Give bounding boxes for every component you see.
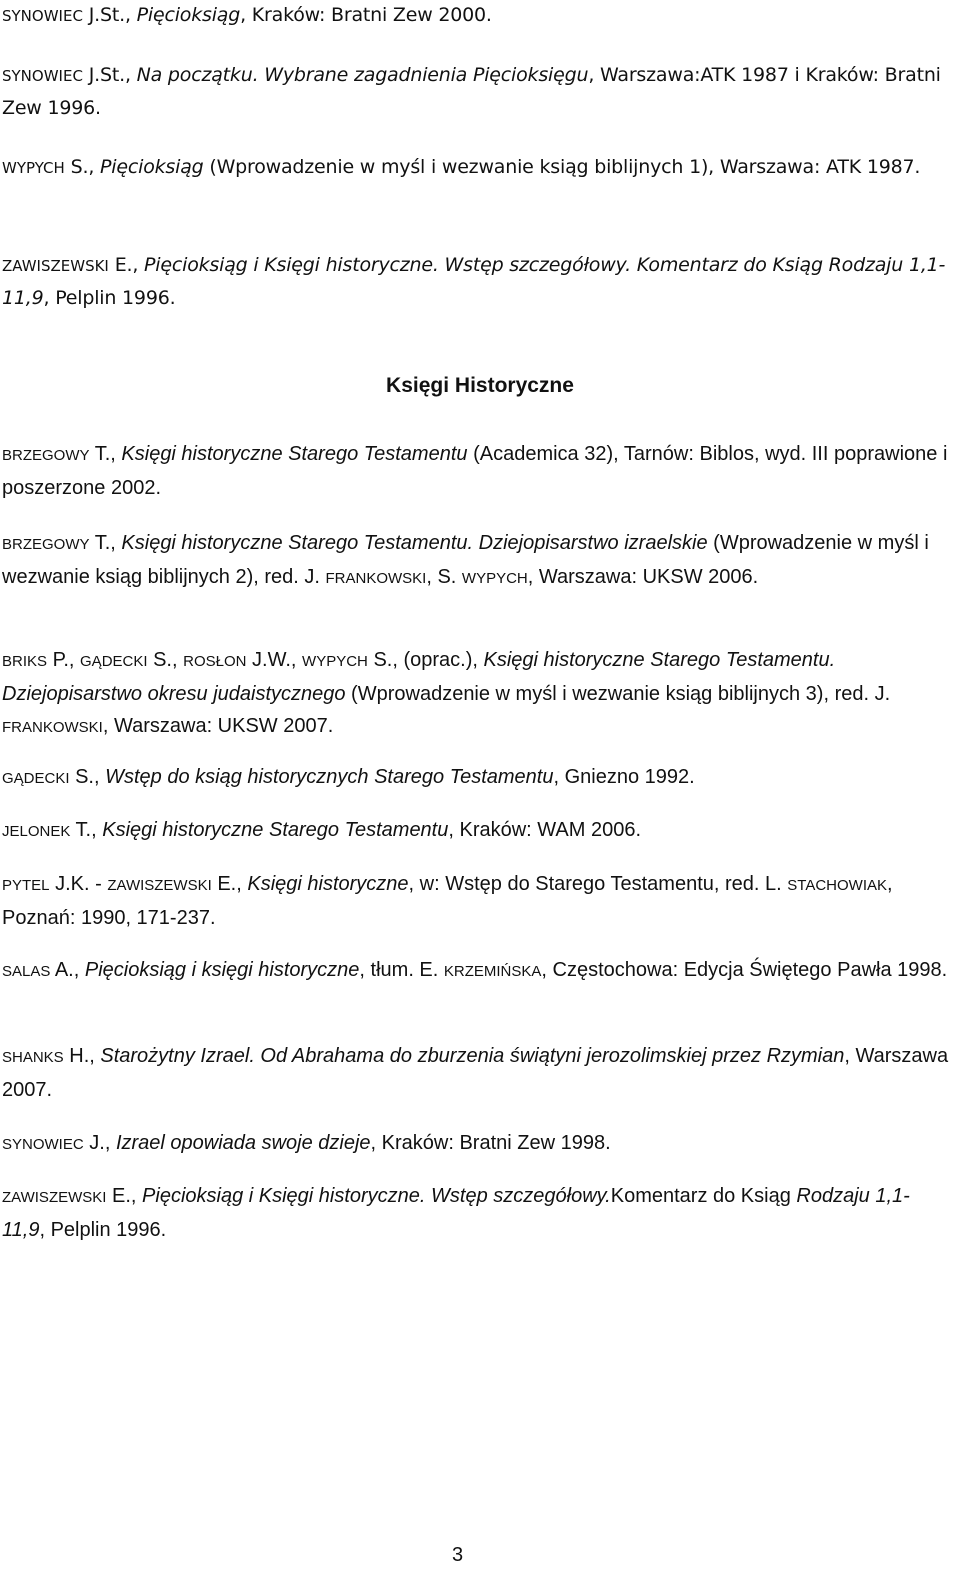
author-name: GĄDECKI — [80, 653, 148, 670]
work-title: Pięcioksiąg i Księgi historyczne. Wstęp szczegółowy. Komentarz do Ksiąg Rodzaju 1,1-11,9 — [2, 254, 946, 309]
bibliography-entry: JELONEK T., Księgi historyczne Starego Testamentu, Kraków: WAM 2006. — [2, 819, 642, 841]
section-heading: Księgi Historyczne — [386, 374, 574, 397]
bibliography-entry: SHANKS H., Starożytny Izrael. Od Abrahama do zburzenia świątyni jerozolimskiej przez Rzymian, Warszawa 2007. — [2, 1045, 949, 1101]
author-name: PYTEL — [2, 877, 50, 894]
bibliography-entry: BRIKS P., GĄDECKI S., ROSŁON J.W., WYPYCH S., (oprac.), Księgi historyczne Starego Testamentu. Dziejopisarstwo okresu judaistycznego (Wprowadzenie w myśl i wezwanie ksiąg biblijnych 3), red. J. FRANKOWSKI, Warszawa: UKSW 2007. — [2, 649, 891, 737]
bibliography-entry: SALAS A., Pięcioksiąg i księgi historyczne, tłum. E. KRZEMIŃSKA, Częstochowa: Edycja Świętego Pawła 1998. — [2, 959, 948, 981]
bibliography-entry: SYNOWIEC J.St., Na początku. Wybrane zagadnienia Pięcioksięgu, Warszawa:ATK 1987 i Kraków: Bratni Zew 1996. — [2, 64, 941, 119]
author-name: JELONEK — [2, 823, 71, 840]
bibliography-entry: BRZEGOWY T., Księgi historyczne Starego Testamentu (Academica 32), Tarnów: Biblos, wyd. III poprawione i poszerzone 2002. — [2, 443, 948, 499]
page-number: 3 — [451, 1544, 464, 1566]
work-title: Pięcioksiąg i księgi historyczne — [84, 959, 360, 981]
author-name: BRZEGOWY — [2, 536, 90, 553]
author-name: ROSŁON — [183, 653, 247, 670]
bibliography-entry: PYTEL J.K. - ZAWISZEWSKI E., Księgi historyczne, w: Wstęp do Starego Testamentu, red. L. STACHOWIAK, Poznań: 1990, 171-237. — [2, 873, 893, 929]
work-title: Izrael opowiada swoje dzieje — [115, 1132, 371, 1154]
work-title: Księgi historyczne — [247, 873, 409, 895]
author-name: SHANKS — [2, 1049, 64, 1066]
author-name: SYNOWIEC — [2, 67, 83, 85]
work-title: Pięcioksiąg — [136, 4, 241, 26]
work-title: Księgi historyczne Starego Testamentu — [102, 819, 449, 841]
work-title: Na początku. Wybrane zagadnienia Pięcioksięgu — [136, 64, 589, 86]
author-name: SALAS — [2, 963, 51, 980]
author-name: BRIKS — [2, 653, 48, 670]
bibliography-entry: WYPYCH S., Pięcioksiąg (Wprowadzenie w myśl i wezwanie ksiąg biblijnych 1), Warszawa: ATK 1987. — [2, 156, 921, 178]
work-title: Księgi historyczne Starego Testamentu. Dziejopisarstwo izraelskie — [121, 532, 708, 554]
work-title: Rodzaju 1,1-11,9 — [2, 1185, 910, 1241]
author-name: WYPYCH — [2, 159, 65, 177]
author-name: WYPYCH — [302, 653, 368, 670]
bibliography-entry: GĄDECKI S., Wstęp do ksiąg historycznych Starego Testamentu, Gniezno 1992. — [2, 766, 695, 788]
bibliography-entry: ZAWISZEWSKI E., Pięcioksiąg i Księgi historyczne. Wstęp szczegółowy. Komentarz do Ksiąg Rodzaju 1,1-11,9, Pelplin 1996. — [2, 254, 946, 309]
author-name: ZAWISZEWSKI — [2, 1189, 107, 1206]
editor-name: STACHOWIAK — [787, 877, 887, 894]
author-name: SYNOWIEC — [2, 1136, 84, 1153]
editor-name: WYPYCH — [461, 570, 528, 587]
work-title: Pięcioksiąg — [100, 156, 204, 178]
work-title: Księgi historyczne Starego Testamentu — [483, 649, 830, 671]
bibliography-entry: BRZEGOWY T., Księgi historyczne Starego Testamentu. Dziejopisarstwo izraelskie (Wprowadzenie w myśl i wezwanie ksiąg biblijnych 2), red. J. FRANKOWSKI, S. WYPYCH, Warszawa: UKSW 2006. — [2, 532, 929, 588]
editor-name: FRANKOWSKI — [2, 719, 103, 736]
author-name: SYNOWIEC — [2, 7, 83, 25]
bibliography-entry: SYNOWIEC J., Izrael opowiada swoje dzieje, Kraków: Bratni Zew 1998. — [2, 1132, 611, 1154]
bibliography-entry: SYNOWIEC J.St., Pięcioksiąg, Kraków: Bratni Zew 2000. — [2, 4, 492, 26]
author-name: BRZEGOWY — [2, 447, 90, 464]
work-title: Starożytny Izrael. Od Abrahama do zburzenia świątyni jerozolimskiej przez Rzymian — [100, 1045, 845, 1067]
author-name: ZAWISZEWSKI — [2, 257, 109, 275]
editor-name: FRANKOWSKI — [325, 570, 427, 587]
work-title: Księgi historyczne Starego Testamentu — [121, 443, 468, 465]
author-name: GĄDECKI — [2, 770, 70, 787]
work-title: Pięcioksiąg i Księgi historyczne. Wstęp szczegółowy. — [142, 1185, 611, 1207]
bibliography-entry: ZAWISZEWSKI E., Pięcioksiąg i Księgi historyczne. Wstęp szczegółowy.Komentarz do Ksiąg Rodzaju 1,1-11,9, Pelplin 1996. — [2, 1185, 910, 1241]
work-subtitle: Dziejopisarstwo okresu judaistycznego — [2, 683, 346, 705]
author-name: ZAWISZEWSKI — [107, 877, 212, 894]
translator-name: KRZEMIŃSKA — [443, 963, 542, 980]
work-title: Wstęp do ksiąg historycznych Starego Testamentu — [105, 766, 554, 788]
